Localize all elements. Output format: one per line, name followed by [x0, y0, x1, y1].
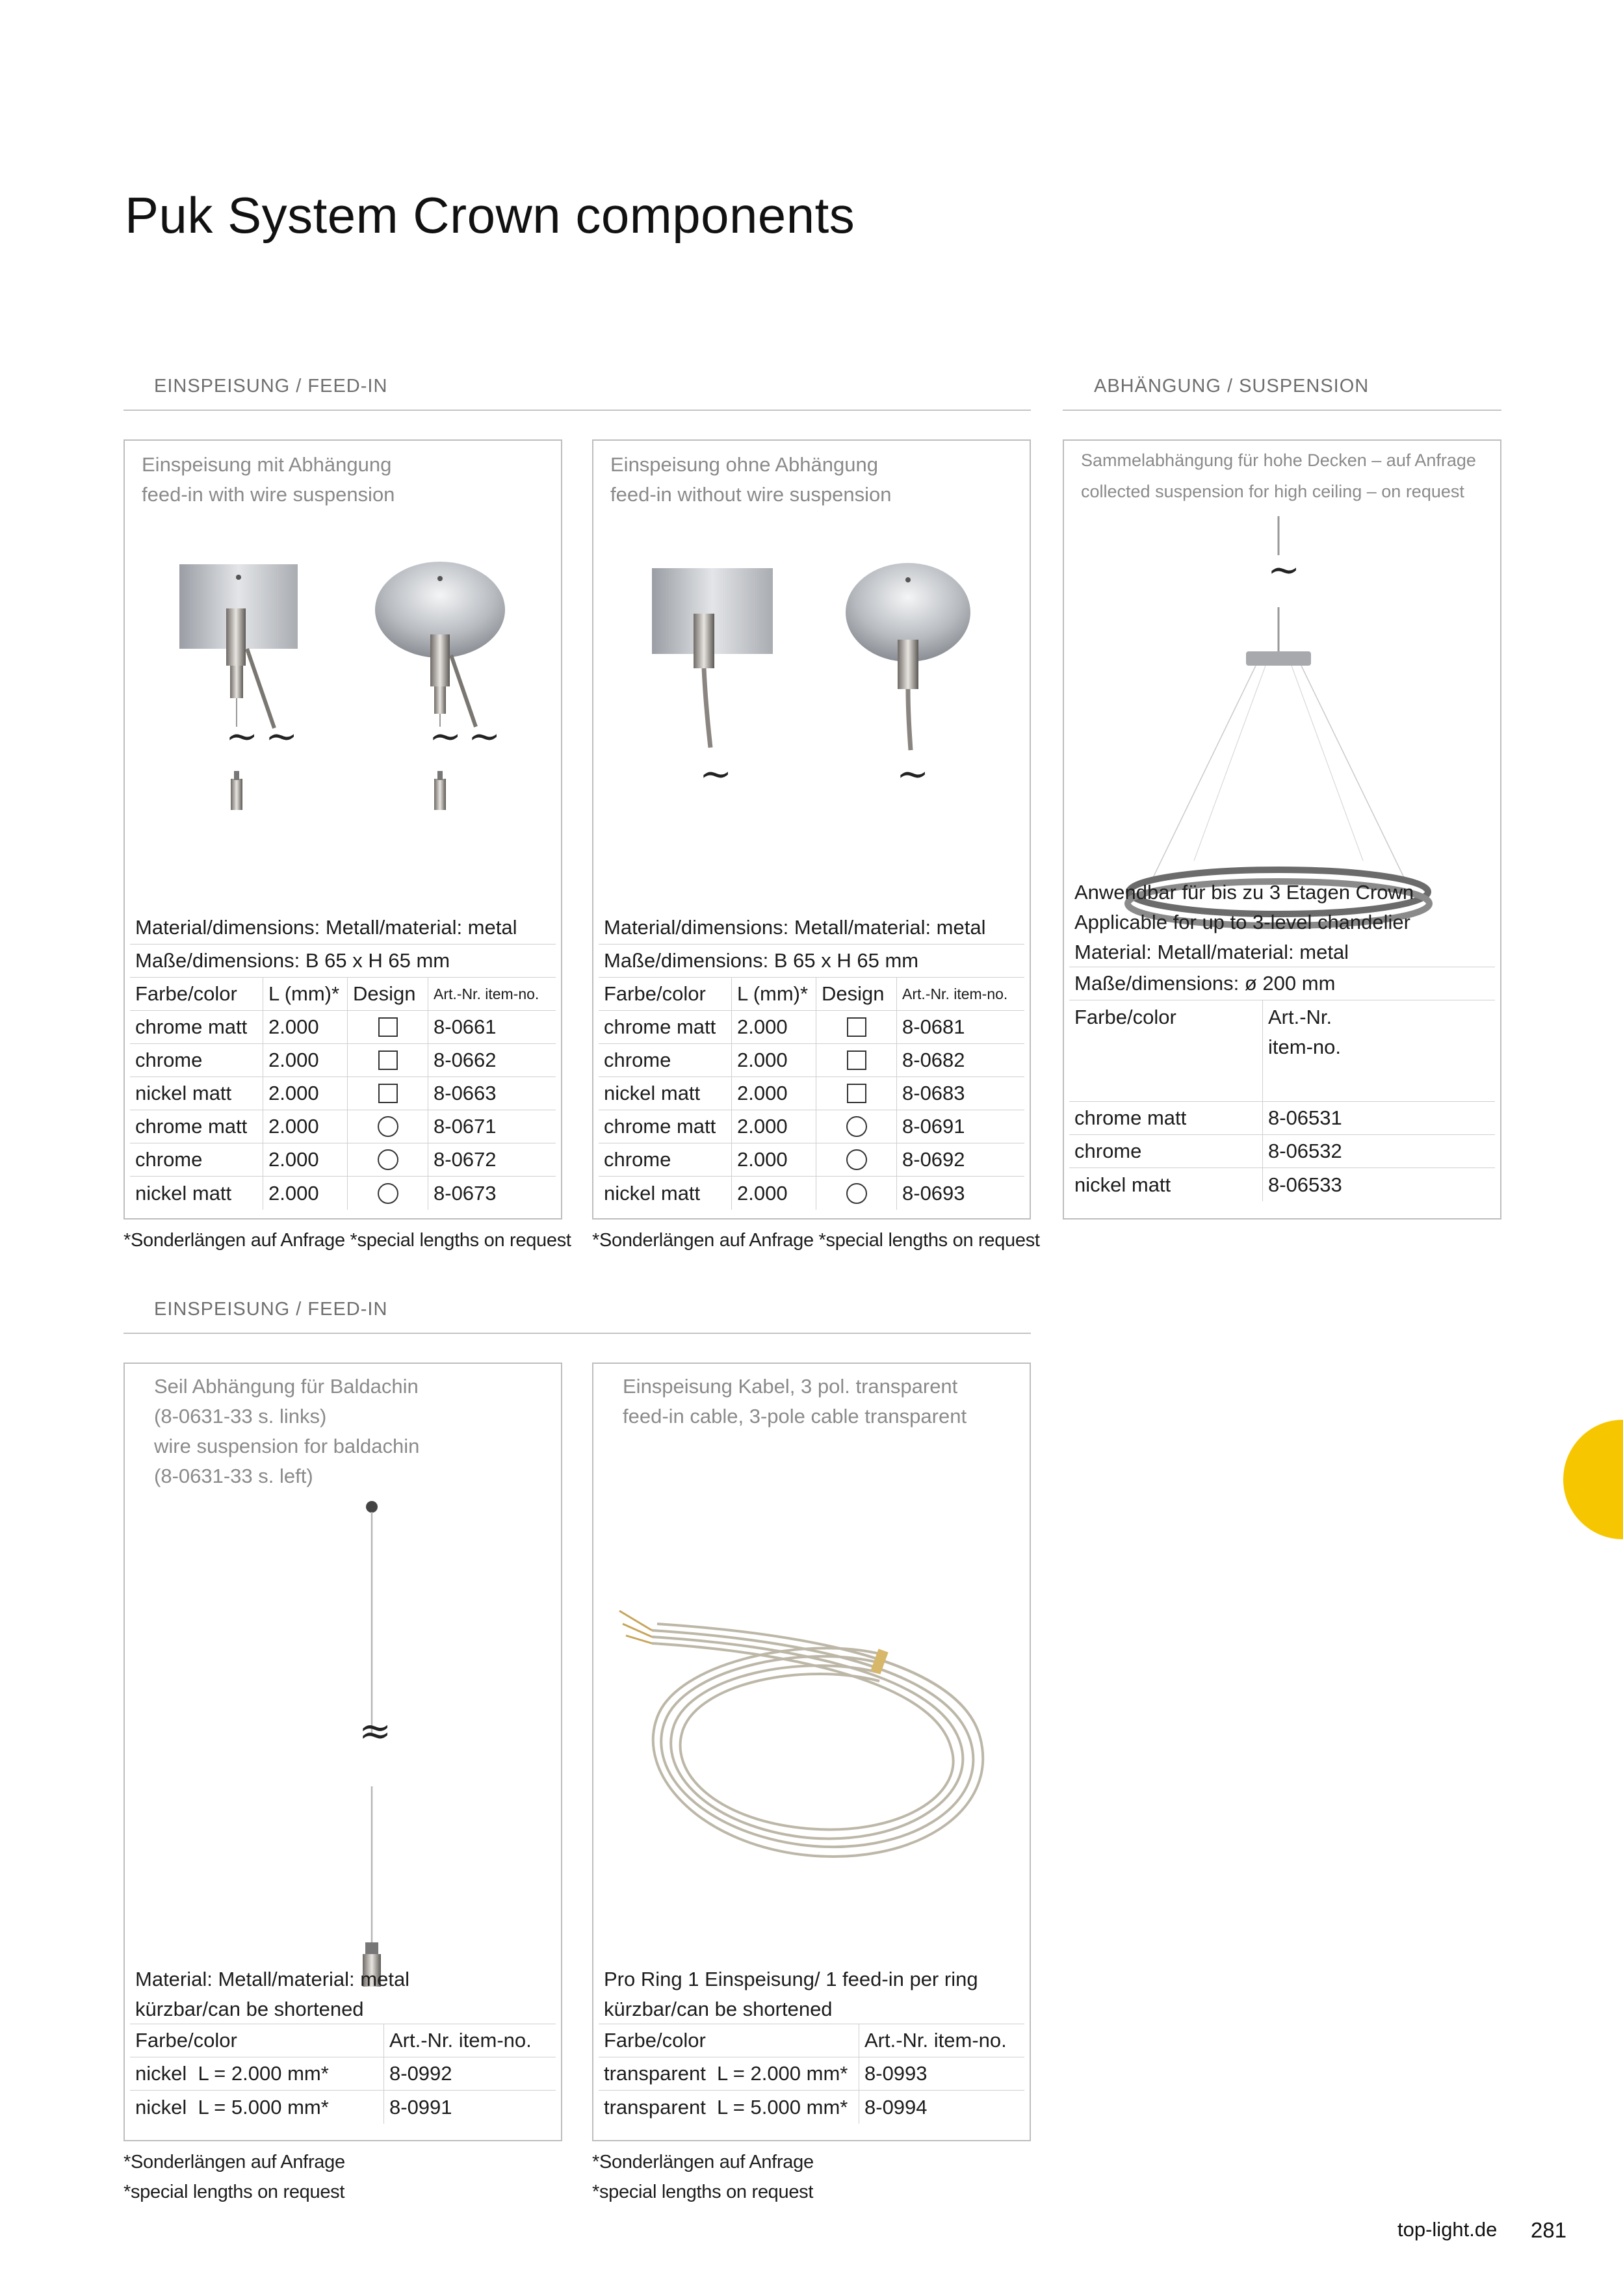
section-heading-feed-in: EINSPEISUNG / FEED-IN — [154, 376, 388, 397]
table-header-row: Farbe/color Art.-Nr. item-no. — [599, 2024, 1024, 2057]
length-break-symbol: ~ — [265, 714, 298, 759]
spec-table — [1069, 878, 1495, 1201]
spec-line: Material: Metall/material: metal — [135, 1968, 410, 1990]
table-row: chrome 8-06532 — [1069, 1135, 1495, 1168]
footnote-special-lengths: *Sonderlängen auf Anfrage *special lengths on request — [592, 1230, 1040, 1251]
spec-line: Maße/dimensions: B 65 x H 65 mm — [130, 945, 556, 978]
canopy-round-without-wire-image — [843, 562, 986, 783]
spec-line: Maße/dimensions: B 65 x H 65 mm — [599, 945, 1024, 978]
canopy-round-with-wire-image — [372, 564, 515, 837]
spec-line: Material/dimensions: Metall/material: metal — [599, 911, 1024, 945]
spec-line: Maße/dimensions: ø 200 mm — [1069, 967, 1495, 1000]
table-row: chrome matt 8-06531 — [1069, 1102, 1495, 1135]
spec-table — [599, 1964, 1024, 2124]
page-number: 281 — [1531, 2218, 1567, 2242]
length-break-symbol: ≈ — [359, 1708, 392, 1754]
spec-table — [130, 1964, 556, 2124]
product-card-feed-in-cable — [592, 1363, 1031, 2141]
table-row: nickel matt 2.000 8-0693 — [599, 1177, 1024, 1210]
table-header-row: Farbe/color L (mm)* Design Art.-Nr. item-no. — [130, 978, 556, 1011]
table-row: nickel matt 8-06533 — [1069, 1168, 1495, 1201]
card-heading: Einspeisung ohne Abhängung feed-in without wire suspension — [610, 453, 892, 506]
footnote-special-lengths: *Sonderlängen auf Anfrage *special lengths on request — [592, 2152, 814, 2202]
table-row: nickel matt 2.000 8-0663 — [130, 1077, 556, 1110]
table-row: chrome matt 2.000 8-0671 — [130, 1110, 556, 1143]
design-circle-icon — [378, 1116, 398, 1137]
canopy-square-with-wire-image — [170, 564, 313, 837]
table-row: chrome 2.000 8-0682 — [599, 1044, 1024, 1077]
section-divider — [1063, 410, 1501, 411]
spec-line: Applicable for up to 3-level chandelier — [1074, 911, 1410, 933]
length-break-symbol: ~ — [896, 751, 929, 797]
table-row: transparent L = 5.000 mm* 8-0994 — [599, 2091, 1024, 2124]
length-break-symbol: ~ — [226, 714, 259, 759]
design-circle-icon — [378, 1183, 398, 1204]
table-row: transparent L = 2.000 mm* 8-0993 — [599, 2057, 1024, 2091]
table-row: chrome matt 2.000 8-0681 — [599, 1011, 1024, 1044]
card-heading: Einspeisung mit Abhängung feed-in with wire suspension — [142, 453, 395, 506]
spec-line: kürzbar/can be shortened — [130, 1994, 556, 2024]
table-row: chrome matt 2.000 8-0691 — [599, 1110, 1024, 1143]
spec-line: kürzbar/can be shortened — [599, 1994, 1024, 2024]
footnote-special-lengths: *Sonderlängen auf Anfrage *special lengths on request — [123, 2152, 345, 2202]
table-header-row: Farbe/color L (mm)* Design Art.-Nr. item-no. — [599, 978, 1024, 1011]
length-break-symbol: ~ — [699, 751, 733, 797]
card-heading: Sammelabhängung für hohe Decken – auf Anfrage collected suspension for high ceiling – on request — [1081, 450, 1476, 501]
length-break-symbol: ~ — [1267, 547, 1301, 593]
design-square-icon — [847, 1084, 866, 1103]
table-row: nickel L = 5.000 mm* 8-0991 — [130, 2091, 556, 2124]
table-row: chrome 2.000 8-0662 — [130, 1044, 556, 1077]
section-divider — [123, 1333, 1031, 1334]
design-square-icon — [847, 1050, 866, 1070]
design-square-icon — [378, 1050, 398, 1070]
table-row: nickel matt 2.000 8-0673 — [130, 1177, 556, 1210]
design-square-icon — [378, 1084, 398, 1103]
table-row: chrome 2.000 8-0672 — [130, 1143, 556, 1177]
card-heading: Seil Abhängung für Baldachin (8-0631-33 s. links) wire suspension for baldachin (8-0631-33 s. left) — [154, 1375, 420, 1487]
table-header-row: Farbe/color Art.-Nr. item-no. — [1069, 1000, 1495, 1102]
product-card-wire-suspension-baldachin — [123, 1363, 562, 2141]
table-row: chrome 2.000 8-0692 — [599, 1143, 1024, 1177]
length-break-symbol: ~ — [429, 714, 462, 759]
design-square-icon — [847, 1017, 866, 1037]
product-card-collected-suspension — [1063, 439, 1501, 1220]
footer-website: top-light.de — [1397, 2218, 1498, 2241]
section-divider — [123, 410, 1031, 411]
table-row: nickel L = 2.000 mm* 8-0992 — [130, 2057, 556, 2091]
section-heading-feed-in-2: EINSPEISUNG / FEED-IN — [154, 1299, 388, 1320]
table-header-row: Farbe/color Art.-Nr. item-no. — [130, 2024, 556, 2057]
spec-line: Anwendbar für bis zu 3 Etagen Crown — [1074, 881, 1414, 904]
design-circle-icon — [378, 1149, 398, 1170]
product-card-feed-in-without-suspension — [592, 439, 1031, 1220]
product-card-feed-in-with-suspension — [123, 439, 562, 1220]
spec-line: Material/dimensions: Metall/material: metal — [130, 911, 556, 945]
transparent-cable-image — [606, 1559, 1022, 1897]
spec-line: Material: Metall/material: metal — [1069, 937, 1495, 967]
page-title: Puk System Crown components — [125, 187, 855, 244]
design-circle-icon — [846, 1183, 867, 1204]
chapter-tab-marker — [1563, 1420, 1623, 1539]
design-circle-icon — [846, 1149, 867, 1170]
card-heading: Einspeisung Kabel, 3 pol. transparent feed-in cable, 3-pole cable transparent — [623, 1375, 967, 1428]
length-break-symbol: ~ — [468, 714, 501, 759]
table-row: nickel matt 2.000 8-0683 — [599, 1077, 1024, 1110]
spec-line: Pro Ring 1 Einspeisung/ 1 feed-in per ring — [604, 1968, 978, 1990]
design-circle-icon — [846, 1116, 867, 1137]
spec-table — [130, 911, 556, 1210]
spec-table — [599, 911, 1024, 1210]
design-square-icon — [378, 1017, 398, 1037]
table-row: chrome matt 2.000 8-0661 — [130, 1011, 556, 1044]
footnote-special-lengths: *Sonderlängen auf Anfrage *special lengths on request — [123, 1230, 571, 1251]
section-heading-suspension: ABHÄNGUNG / SUSPENSION — [1094, 376, 1370, 397]
